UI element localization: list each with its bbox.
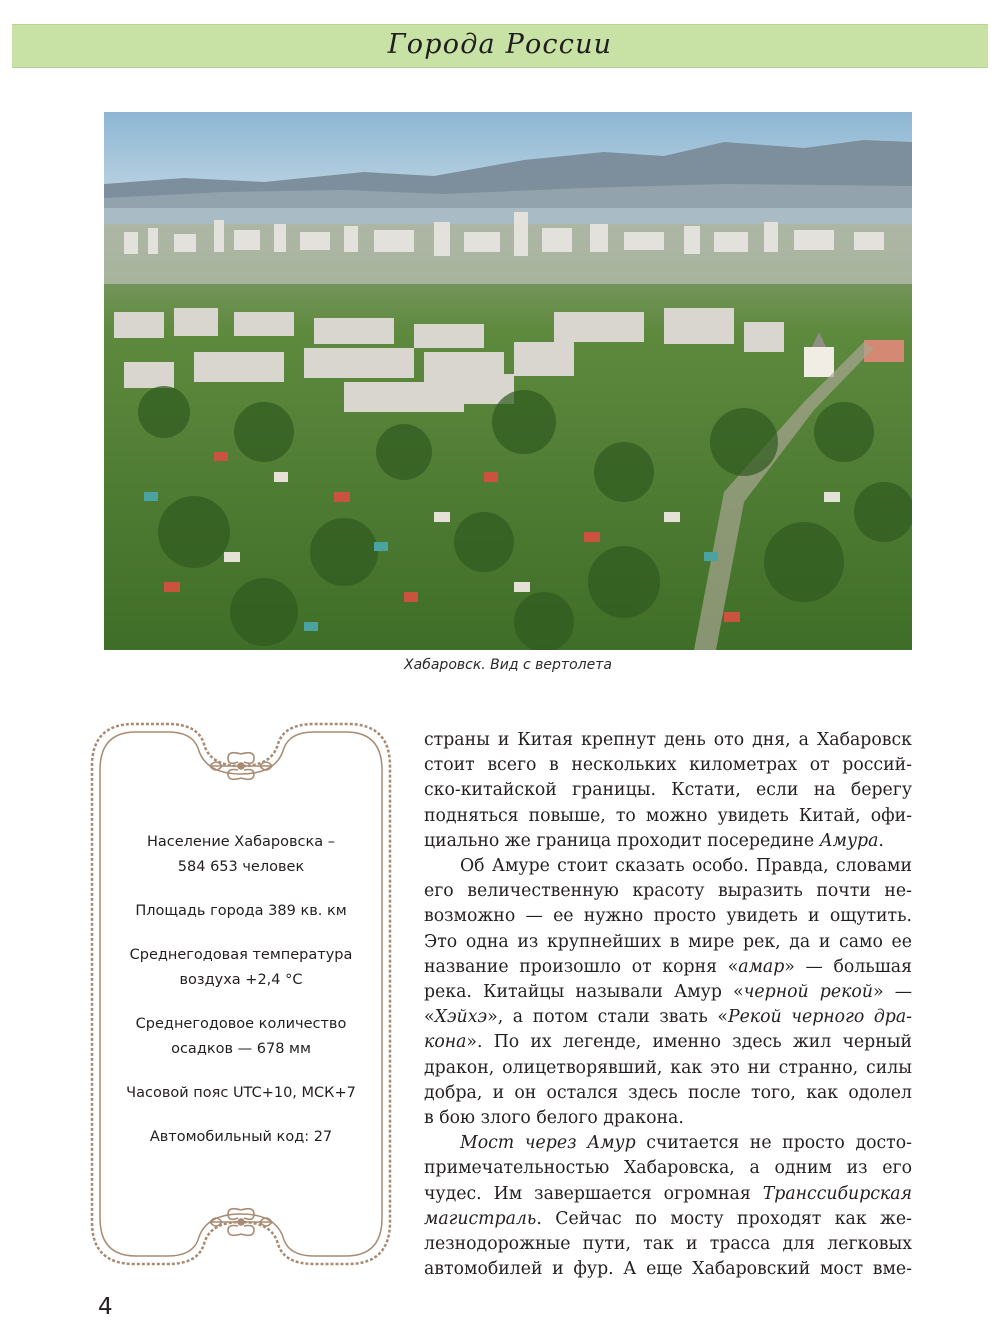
- body-line: [424, 1030, 912, 1055]
- text-run: страны и Китая крепнут день ото дня, а Хабаровск: [424, 730, 912, 750]
- text-run: в бою злого белого дракона.: [424, 1108, 684, 1129]
- body-line: [424, 1056, 912, 1081]
- text-run: возможно — ее нужно просто увидеть и ощутить.: [424, 906, 912, 927]
- text-run: циально же граница проходит посередине: [424, 830, 820, 851]
- fact-population: [88, 830, 394, 880]
- article-body-text: [424, 728, 912, 1282]
- body-line: [424, 1207, 912, 1232]
- text-run: река. Китайцы называли Амур «: [424, 982, 744, 1003]
- body-line: [424, 1156, 912, 1181]
- text-run: », а потом стали звать «: [487, 1007, 728, 1028]
- body-line: [424, 955, 912, 980]
- body-line: [424, 1081, 912, 1106]
- fact-timezone: [88, 1081, 394, 1106]
- body-line: [424, 753, 912, 778]
- italic-term: Рекой черного дра-: [727, 1007, 912, 1028]
- text-run: ». По их легенде, именно здесь жил черный: [466, 1032, 912, 1053]
- fact-line: 584 653 человек: [177, 859, 305, 875]
- italic-term: Амура: [819, 830, 879, 851]
- text-run: стоит всего в нескольких километрах от россий-: [424, 755, 912, 776]
- body-line: [424, 829, 912, 854]
- fact-line: осадков — 678 мм: [171, 1041, 311, 1057]
- text-run: ско-китайской границы. Кстати, если на берегу: [424, 780, 912, 801]
- body-line: [424, 1131, 912, 1156]
- text-run: примечательностью Хабаровска, а одним из его: [424, 1158, 912, 1179]
- italic-term: магистраль: [424, 1208, 537, 1229]
- running-header-band: [12, 24, 988, 68]
- text-run: название произошло от корня «: [424, 956, 739, 977]
- fact-area: [88, 899, 394, 924]
- text-run: . Сейчас по мосту проходят как же-: [536, 1208, 912, 1229]
- body-line: [424, 1182, 912, 1207]
- city-aerial-photo-illustration: [104, 112, 912, 650]
- fact-temperature: [88, 943, 394, 993]
- text-run: Это одна из крупнейших в мире рек, да и само ее: [424, 931, 912, 952]
- body-line: [424, 930, 912, 955]
- body-line: [424, 879, 912, 904]
- text-run: его величественную красоту выразить почти не-: [424, 881, 912, 902]
- body-line: [424, 804, 912, 829]
- fact-line: воздуха +2,4 °С: [179, 972, 303, 988]
- italic-term: черной рекой: [743, 982, 873, 1003]
- fact-car-code: [88, 1125, 394, 1150]
- text-run: «: [424, 1007, 435, 1028]
- text-run: лезнодорожные пути, так и трасса для легковых: [424, 1234, 912, 1255]
- text-run: » — большая: [784, 956, 912, 977]
- running-header-title: Города России: [387, 29, 613, 60]
- body-line: [424, 980, 912, 1005]
- text-run: добра, и он остался здесь после того, как одолел: [424, 1082, 912, 1103]
- body-line: [424, 1005, 912, 1030]
- city-aerial-photo: [104, 112, 912, 650]
- text-run: Об Амуре стоит сказать особо. Правда, словами: [460, 856, 912, 877]
- body-line: [424, 1257, 912, 1282]
- fact-precipitation: [88, 1012, 394, 1062]
- italic-term: амар: [738, 956, 785, 977]
- body-line: [424, 778, 912, 803]
- body-line: [424, 1232, 912, 1257]
- fact-line: Среднегодовое количество: [135, 1016, 347, 1032]
- fact-line: Население Хабаровска –: [146, 834, 336, 850]
- photo-caption: Хабаровск. Вид с вертолета: [404, 657, 612, 673]
- text-run: чудес. Им завершается огромная: [424, 1183, 763, 1204]
- body-line: [424, 854, 912, 879]
- city-facts-infobox: [88, 716, 394, 1272]
- city-facts-list: [88, 830, 394, 1169]
- fact-line: Автомобильный код: 27: [149, 1129, 333, 1145]
- italic-term: кона: [424, 1032, 467, 1053]
- body-line: [424, 728, 912, 753]
- fact-line: Среднегодовая температура: [129, 947, 353, 963]
- fact-line: Площадь города 389 кв. км: [135, 903, 347, 919]
- italic-term: Хэйхэ: [434, 1007, 488, 1028]
- text-run: автомобилей и фур. А еще Хабаровский мост вме-: [424, 1259, 912, 1280]
- body-line: [424, 1106, 912, 1131]
- text-run: считается не просто досто-: [635, 1133, 912, 1154]
- italic-term: Мост через Амур: [460, 1133, 636, 1154]
- text-run: дракон, олицетворявший, как это ни странно, силы: [424, 1057, 912, 1078]
- fact-line: Часовой пояс UTC+10, МСК+7: [126, 1085, 356, 1101]
- top-ornament: [210, 753, 272, 780]
- text-run: » —: [872, 982, 912, 1003]
- bottom-ornament: [210, 1209, 272, 1236]
- text-run: подняться повыше, то можно увидеть Китай, офи-: [424, 805, 912, 826]
- body-line: [424, 904, 912, 929]
- italic-term: Транссибирская: [762, 1183, 912, 1204]
- page-number: 4: [98, 1294, 113, 1320]
- text-run: .: [878, 830, 884, 851]
